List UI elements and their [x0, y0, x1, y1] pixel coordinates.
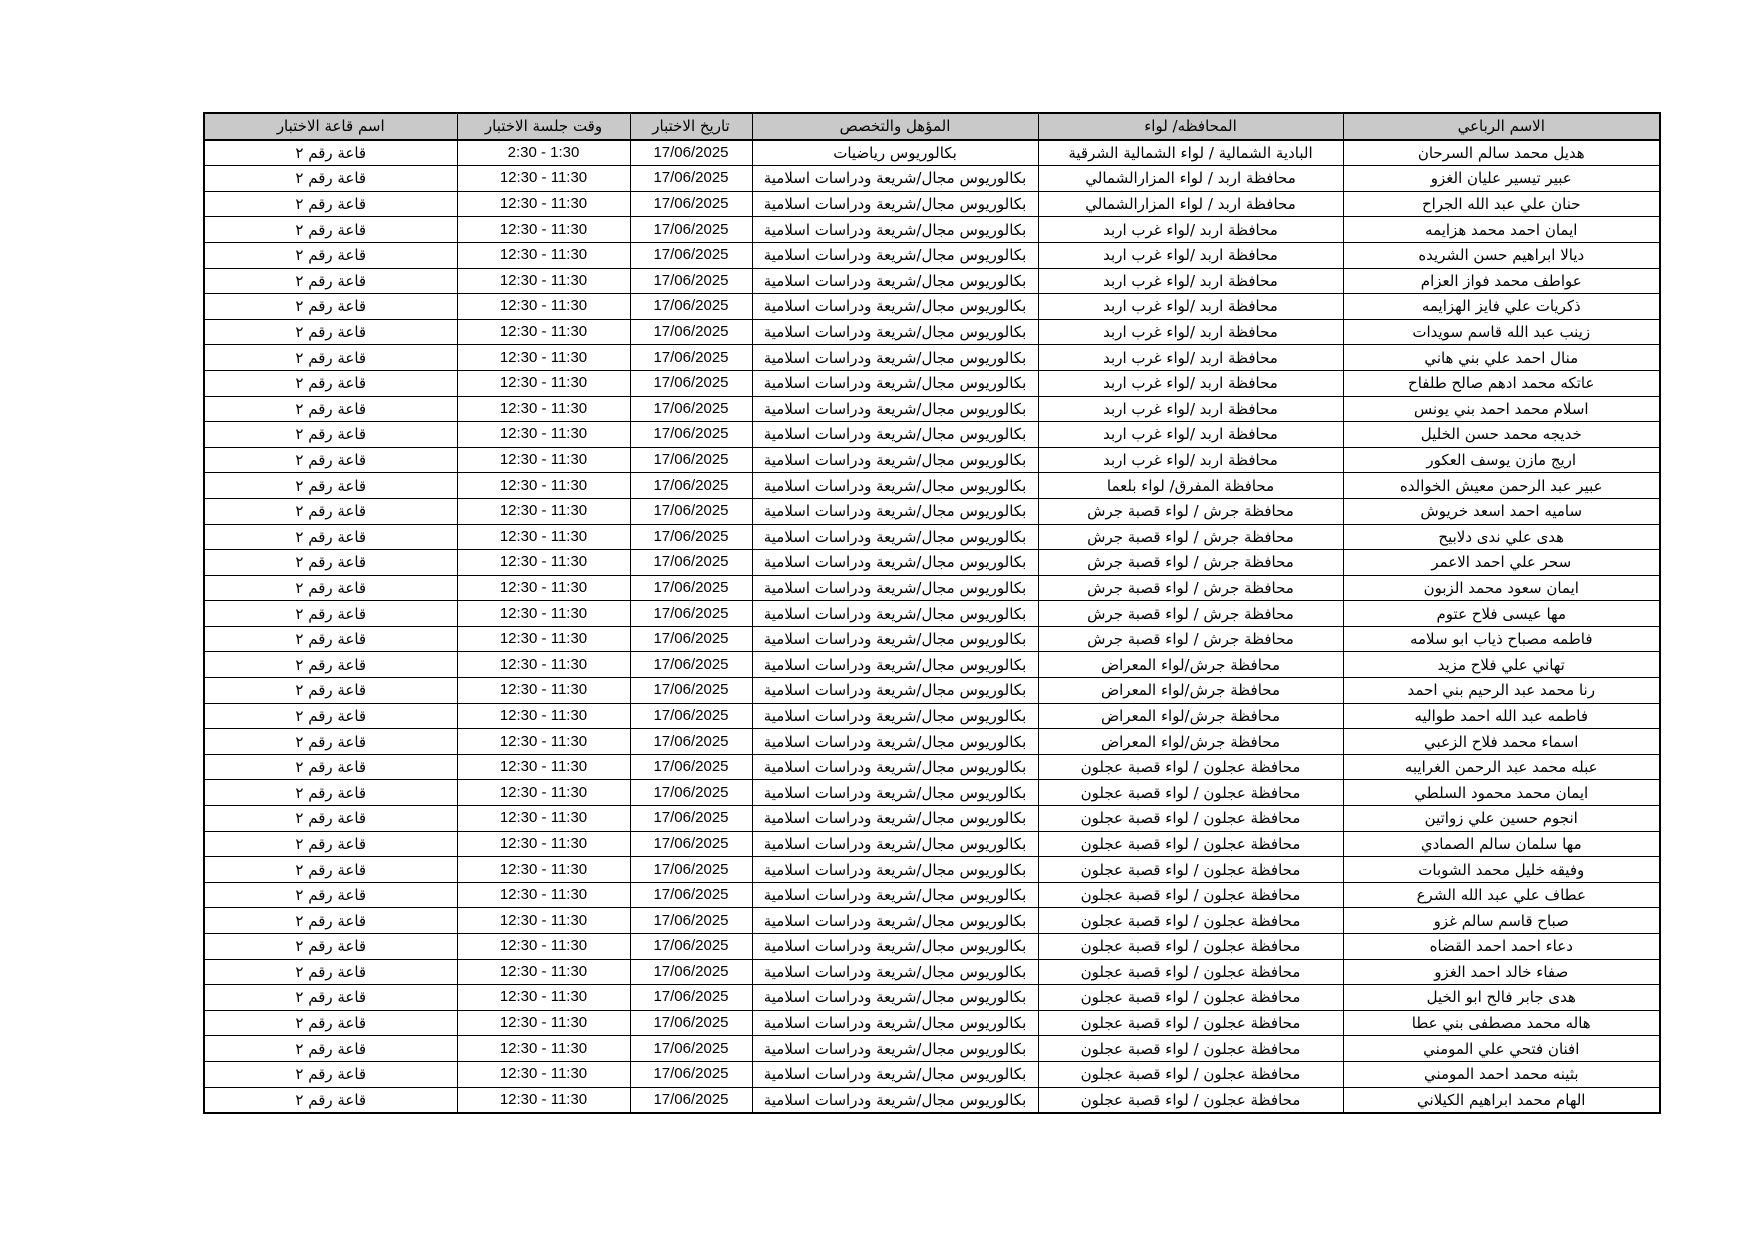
table-row: [204, 447, 1660, 473]
cell-governorate: محافظة جرش/لواء المعراض: [1038, 703, 1343, 729]
cell-governorate: البادية الشمالية / لواء الشمالية الشرقية: [1038, 140, 1343, 166]
cell-full-name: ديالا ابراهيم حسن الشريده: [1343, 242, 1660, 268]
table-row: [204, 550, 1660, 576]
cell-exam-room: قاعة رقم ٢: [204, 422, 457, 448]
cell-qualification: بكالوريوس مجال/شريعة ودراسات اسلامية: [752, 831, 1038, 857]
cell-full-name: زينب عبد الله قاسم سويدات: [1343, 319, 1660, 345]
cell-governorate: محافظة عجلون / لواء قصبة عجلون: [1038, 1087, 1343, 1113]
cell-exam-date: 17/06/2025: [630, 370, 752, 396]
cell-exam-room: قاعة رقم ٢: [204, 729, 457, 755]
table-row: [204, 370, 1660, 396]
cell-full-name: ذكريات علي فايز الهزايمه: [1343, 294, 1660, 320]
cell-exam-room: قاعة رقم ٢: [204, 166, 457, 192]
cell-exam-time: 11:30 - 12:30: [457, 601, 630, 627]
cell-qualification: بكالوريوس رياضيات: [752, 140, 1038, 166]
cell-exam-time: 11:30 - 12:30: [457, 319, 630, 345]
cell-qualification: بكالوريوس مجال/شريعة ودراسات اسلامية: [752, 1036, 1038, 1062]
cell-governorate: محافظة عجلون / لواء قصبة عجلون: [1038, 959, 1343, 985]
table-row: [204, 1010, 1660, 1036]
cell-exam-room: قاعة رقم ٢: [204, 294, 457, 320]
cell-governorate: محافظة عجلون / لواء قصبة عجلون: [1038, 1010, 1343, 1036]
cell-full-name: مها سلمان سالم الصمادي: [1343, 831, 1660, 857]
cell-exam-date: 17/06/2025: [630, 447, 752, 473]
cell-qualification: بكالوريوس مجال/شريعة ودراسات اسلامية: [752, 166, 1038, 192]
cell-full-name: تهاني علي فلاح مزيد: [1343, 652, 1660, 678]
cell-full-name: صفاء خالد احمد الغزو: [1343, 959, 1660, 985]
cell-exam-time: 11:30 - 12:30: [457, 191, 630, 217]
cell-full-name: ايمان سعود محمد الزبون: [1343, 575, 1660, 601]
cell-exam-room: قاعة رقم ٢: [204, 345, 457, 371]
cell-qualification: بكالوريوس مجال/شريعة ودراسات اسلامية: [752, 1010, 1038, 1036]
cell-exam-time: 1:30 - 2:30: [457, 140, 630, 166]
table-row: [204, 601, 1660, 627]
cell-governorate: محافظة اربد /لواء غرب اربد: [1038, 319, 1343, 345]
cell-exam-time: 11:30 - 12:30: [457, 550, 630, 576]
cell-full-name: هدى جابر فالح ابو الخيل: [1343, 985, 1660, 1011]
cell-exam-time: 11:30 - 12:30: [457, 729, 630, 755]
cell-full-name: دعاء احمد احمد القضاه: [1343, 934, 1660, 960]
table-row: [204, 422, 1660, 448]
cell-exam-date: 17/06/2025: [630, 422, 752, 448]
cell-governorate: محافظة جرش/لواء المعراض: [1038, 652, 1343, 678]
table-row: [204, 1087, 1660, 1113]
cell-qualification: بكالوريوس مجال/شريعة ودراسات اسلامية: [752, 934, 1038, 960]
cell-exam-room: قاعة رقم ٢: [204, 780, 457, 806]
cell-exam-room: قاعة رقم ٢: [204, 1061, 457, 1087]
cell-qualification: بكالوريوس مجال/شريعة ودراسات اسلامية: [752, 191, 1038, 217]
cell-full-name: مها عيسى فلاح عتوم: [1343, 601, 1660, 627]
table-row: [204, 294, 1660, 320]
cell-exam-time: 11:30 - 12:30: [457, 959, 630, 985]
cell-governorate: محافظة عجلون / لواء قصبة عجلون: [1038, 1036, 1343, 1062]
cell-exam-room: قاعة رقم ٢: [204, 550, 457, 576]
cell-qualification: بكالوريوس مجال/شريعة ودراسات اسلامية: [752, 959, 1038, 985]
cell-exam-time: 11:30 - 12:30: [457, 934, 630, 960]
cell-exam-time: 11:30 - 12:30: [457, 652, 630, 678]
cell-exam-time: 11:30 - 12:30: [457, 345, 630, 371]
cell-governorate: محافظة اربد /لواء غرب اربد: [1038, 447, 1343, 473]
cell-exam-room: قاعة رقم ٢: [204, 1010, 457, 1036]
cell-full-name: سحر علي احمد الاعمر: [1343, 550, 1660, 576]
header-qualification: المؤهل والتخصص: [752, 113, 1038, 140]
cell-qualification: بكالوريوس مجال/شريعة ودراسات اسلامية: [752, 882, 1038, 908]
cell-exam-date: 17/06/2025: [630, 959, 752, 985]
cell-exam-date: 17/06/2025: [630, 550, 752, 576]
table-row: [204, 345, 1660, 371]
cell-exam-room: قاعة رقم ٢: [204, 217, 457, 243]
table-row: [204, 217, 1660, 243]
cell-governorate: محافظة المفرق/ لواء بلعما: [1038, 473, 1343, 499]
cell-qualification: بكالوريوس مجال/شريعة ودراسات اسلامية: [752, 806, 1038, 832]
cell-qualification: بكالوريوس مجال/شريعة ودراسات اسلامية: [752, 908, 1038, 934]
cell-full-name: افنان فتحي علي المومني: [1343, 1036, 1660, 1062]
cell-full-name: رنا محمد عبد الرحيم بني احمد: [1343, 678, 1660, 704]
cell-exam-room: قاعة رقم ٢: [204, 473, 457, 499]
table-row: [204, 652, 1660, 678]
cell-governorate: محافظة عجلون / لواء قصبة عجلون: [1038, 882, 1343, 908]
cell-exam-time: 11:30 - 12:30: [457, 294, 630, 320]
table-row: [204, 806, 1660, 832]
cell-full-name: منال احمد علي بني هاني: [1343, 345, 1660, 371]
cell-qualification: بكالوريوس مجال/شريعة ودراسات اسلامية: [752, 857, 1038, 883]
cell-exam-room: قاعة رقم ٢: [204, 754, 457, 780]
header-exam-date: تاريخ الاختبار: [630, 113, 752, 140]
cell-exam-room: قاعة رقم ٢: [204, 319, 457, 345]
cell-exam-date: 17/06/2025: [630, 498, 752, 524]
cell-exam-date: 17/06/2025: [630, 703, 752, 729]
cell-governorate: محافظة اربد /لواء غرب اربد: [1038, 217, 1343, 243]
cell-exam-date: 17/06/2025: [630, 345, 752, 371]
cell-governorate: محافظة جرش / لواء قصبة جرش: [1038, 575, 1343, 601]
cell-qualification: بكالوريوس مجال/شريعة ودراسات اسلامية: [752, 498, 1038, 524]
table-row: [204, 473, 1660, 499]
table-row: [204, 498, 1660, 524]
cell-exam-time: 11:30 - 12:30: [457, 422, 630, 448]
cell-full-name: صباح قاسم سالم غزو: [1343, 908, 1660, 934]
cell-qualification: بكالوريوس مجال/شريعة ودراسات اسلامية: [752, 652, 1038, 678]
cell-exam-date: 17/06/2025: [630, 652, 752, 678]
cell-exam-date: 17/06/2025: [630, 729, 752, 755]
table-row: [204, 934, 1660, 960]
cell-qualification: بكالوريوس مجال/شريعة ودراسات اسلامية: [752, 370, 1038, 396]
cell-full-name: فاطمه عبد الله احمد طواليه: [1343, 703, 1660, 729]
cell-full-name: هاله محمد مصطفى بني عطا: [1343, 1010, 1660, 1036]
cell-full-name: ايمان احمد محمد هزايمه: [1343, 217, 1660, 243]
cell-exam-room: قاعة رقم ٢: [204, 447, 457, 473]
cell-exam-date: 17/06/2025: [630, 985, 752, 1011]
cell-exam-date: 17/06/2025: [630, 242, 752, 268]
cell-full-name: وفيقه خليل محمد الشوبات: [1343, 857, 1660, 883]
cell-exam-time: 11:30 - 12:30: [457, 524, 630, 550]
header-exam-room: اسم قاعة الاختبار: [204, 113, 457, 140]
cell-exam-date: 17/06/2025: [630, 396, 752, 422]
cell-exam-time: 11:30 - 12:30: [457, 908, 630, 934]
cell-exam-room: قاعة رقم ٢: [204, 959, 457, 985]
cell-governorate: محافظة جرش / لواء قصبة جرش: [1038, 550, 1343, 576]
cell-exam-room: قاعة رقم ٢: [204, 498, 457, 524]
cell-qualification: بكالوريوس مجال/شريعة ودراسات اسلامية: [752, 780, 1038, 806]
cell-exam-room: قاعة رقم ٢: [204, 806, 457, 832]
cell-exam-date: 17/06/2025: [630, 166, 752, 192]
cell-exam-room: قاعة رقم ٢: [204, 1036, 457, 1062]
cell-exam-date: 17/06/2025: [630, 831, 752, 857]
table-row: [204, 1036, 1660, 1062]
cell-qualification: بكالوريوس مجال/شريعة ودراسات اسلامية: [752, 319, 1038, 345]
cell-exam-time: 11:30 - 12:30: [457, 1087, 630, 1113]
cell-full-name: عاتكه محمد ادهم صالح طلفاح: [1343, 370, 1660, 396]
table-row: [204, 857, 1660, 883]
cell-exam-date: 17/06/2025: [630, 882, 752, 908]
cell-exam-room: قاعة رقم ٢: [204, 831, 457, 857]
header-exam-time: وقت جلسة الاختبار: [457, 113, 630, 140]
cell-governorate: محافظة اربد / لواء المزارالشمالي: [1038, 191, 1343, 217]
cell-exam-time: 11:30 - 12:30: [457, 780, 630, 806]
cell-governorate: محافظة عجلون / لواء قصبة عجلون: [1038, 857, 1343, 883]
table-header: [204, 113, 1660, 140]
cell-exam-date: 17/06/2025: [630, 908, 752, 934]
table-row: [204, 191, 1660, 217]
cell-exam-room: قاعة رقم ٢: [204, 575, 457, 601]
cell-full-name: عواطف محمد فواز العزام: [1343, 268, 1660, 294]
cell-qualification: بكالوريوس مجال/شريعة ودراسات اسلامية: [752, 396, 1038, 422]
cell-exam-date: 17/06/2025: [630, 524, 752, 550]
cell-exam-date: 17/06/2025: [630, 1087, 752, 1113]
table-body: [204, 140, 1660, 1114]
cell-qualification: بكالوريوس مجال/شريعة ودراسات اسلامية: [752, 473, 1038, 499]
cell-qualification: بكالوريوس مجال/شريعة ودراسات اسلامية: [752, 422, 1038, 448]
cell-exam-time: 11:30 - 12:30: [457, 678, 630, 704]
exam-schedule-sheet: [203, 112, 1659, 1114]
cell-qualification: بكالوريوس مجال/شريعة ودراسات اسلامية: [752, 575, 1038, 601]
cell-exam-date: 17/06/2025: [630, 1010, 752, 1036]
cell-exam-time: 11:30 - 12:30: [457, 575, 630, 601]
cell-qualification: بكالوريوس مجال/شريعة ودراسات اسلامية: [752, 550, 1038, 576]
cell-qualification: بكالوريوس مجال/شريعة ودراسات اسلامية: [752, 217, 1038, 243]
cell-governorate: محافظة جرش / لواء قصبة جرش: [1038, 601, 1343, 627]
cell-exam-date: 17/06/2025: [630, 780, 752, 806]
cell-governorate: محافظة جرش/لواء المعراض: [1038, 729, 1343, 755]
header-full-name: الاسم الرباعي: [1343, 113, 1660, 140]
cell-exam-date: 17/06/2025: [630, 217, 752, 243]
cell-exam-date: 17/06/2025: [630, 294, 752, 320]
cell-exam-room: قاعة رقم ٢: [204, 985, 457, 1011]
cell-exam-date: 17/06/2025: [630, 626, 752, 652]
exam-schedule-table: [203, 112, 1661, 1114]
cell-full-name: بثينه محمد احمد المومني: [1343, 1061, 1660, 1087]
cell-exam-time: 11:30 - 12:30: [457, 268, 630, 294]
cell-exam-time: 11:30 - 12:30: [457, 498, 630, 524]
table-row: [204, 166, 1660, 192]
table-row: [204, 882, 1660, 908]
header-row: [204, 113, 1660, 140]
cell-exam-date: 17/06/2025: [630, 806, 752, 832]
cell-governorate: محافظة عجلون / لواء قصبة عجلون: [1038, 780, 1343, 806]
cell-qualification: بكالوريوس مجال/شريعة ودراسات اسلامية: [752, 524, 1038, 550]
header-governorate: المحافظه/ لواء: [1038, 113, 1343, 140]
cell-governorate: محافظة اربد /لواء غرب اربد: [1038, 294, 1343, 320]
cell-exam-time: 11:30 - 12:30: [457, 1010, 630, 1036]
cell-exam-room: قاعة رقم ٢: [204, 524, 457, 550]
cell-exam-time: 11:30 - 12:30: [457, 1036, 630, 1062]
cell-governorate: محافظة جرش / لواء قصبة جرش: [1038, 498, 1343, 524]
table-row: [204, 242, 1660, 268]
cell-exam-time: 11:30 - 12:30: [457, 447, 630, 473]
cell-governorate: محافظة جرش/لواء المعراض: [1038, 678, 1343, 704]
cell-exam-room: قاعة رقم ٢: [204, 370, 457, 396]
cell-exam-date: 17/06/2025: [630, 575, 752, 601]
cell-full-name: اسلام محمد احمد بني يونس: [1343, 396, 1660, 422]
cell-qualification: بكالوريوس مجال/شريعة ودراسات اسلامية: [752, 294, 1038, 320]
cell-exam-time: 11:30 - 12:30: [457, 370, 630, 396]
table-row: [204, 703, 1660, 729]
table-row: [204, 678, 1660, 704]
cell-exam-time: 11:30 - 12:30: [457, 985, 630, 1011]
cell-exam-room: قاعة رقم ٢: [204, 857, 457, 883]
cell-full-name: هدى علي ندى دلابيح: [1343, 524, 1660, 550]
cell-exam-time: 11:30 - 12:30: [457, 396, 630, 422]
cell-exam-time: 11:30 - 12:30: [457, 1061, 630, 1087]
cell-governorate: محافظة اربد /لواء غرب اربد: [1038, 396, 1343, 422]
cell-governorate: محافظة عجلون / لواء قصبة عجلون: [1038, 754, 1343, 780]
cell-governorate: محافظة عجلون / لواء قصبة عجلون: [1038, 831, 1343, 857]
table-row: [204, 985, 1660, 1011]
cell-exam-time: 11:30 - 12:30: [457, 806, 630, 832]
cell-exam-room: قاعة رقم ٢: [204, 396, 457, 422]
cell-qualification: بكالوريوس مجال/شريعة ودراسات اسلامية: [752, 729, 1038, 755]
cell-qualification: بكالوريوس مجال/شريعة ودراسات اسلامية: [752, 242, 1038, 268]
cell-exam-date: 17/06/2025: [630, 1061, 752, 1087]
cell-governorate: محافظة اربد /لواء غرب اربد: [1038, 268, 1343, 294]
cell-qualification: بكالوريوس مجال/شريعة ودراسات اسلامية: [752, 447, 1038, 473]
cell-exam-date: 17/06/2025: [630, 319, 752, 345]
cell-exam-date: 17/06/2025: [630, 934, 752, 960]
cell-exam-date: 17/06/2025: [630, 601, 752, 627]
cell-full-name: ايمان محمد محمود السلطي: [1343, 780, 1660, 806]
cell-exam-room: قاعة رقم ٢: [204, 1087, 457, 1113]
table-row: [204, 524, 1660, 550]
cell-exam-room: قاعة رقم ٢: [204, 882, 457, 908]
table-row: [204, 780, 1660, 806]
cell-governorate: محافظة اربد /لواء غرب اربد: [1038, 242, 1343, 268]
cell-governorate: محافظة جرش / لواء قصبة جرش: [1038, 524, 1343, 550]
cell-qualification: بكالوريوس مجال/شريعة ودراسات اسلامية: [752, 754, 1038, 780]
table-row: [204, 754, 1660, 780]
cell-qualification: بكالوريوس مجال/شريعة ودراسات اسلامية: [752, 626, 1038, 652]
cell-full-name: عبله محمد عبد الرحمن الغرايبه: [1343, 754, 1660, 780]
cell-qualification: بكالوريوس مجال/شريعة ودراسات اسلامية: [752, 345, 1038, 371]
cell-full-name: عطاف علي عبد الله الشرع: [1343, 882, 1660, 908]
cell-full-name: الهام محمد ابراهيم الكيلاني: [1343, 1087, 1660, 1113]
table-row: [204, 575, 1660, 601]
table-row: [204, 319, 1660, 345]
table-row: [204, 831, 1660, 857]
cell-governorate: محافظة جرش / لواء قصبة جرش: [1038, 626, 1343, 652]
cell-exam-date: 17/06/2025: [630, 268, 752, 294]
table-row: [204, 268, 1660, 294]
table-row: [204, 140, 1660, 166]
cell-qualification: بكالوريوس مجال/شريعة ودراسات اسلامية: [752, 601, 1038, 627]
cell-exam-time: 11:30 - 12:30: [457, 473, 630, 499]
cell-exam-time: 11:30 - 12:30: [457, 754, 630, 780]
cell-exam-room: قاعة رقم ٢: [204, 242, 457, 268]
cell-governorate: محافظة عجلون / لواء قصبة عجلون: [1038, 1061, 1343, 1087]
cell-qualification: بكالوريوس مجال/شريعة ودراسات اسلامية: [752, 985, 1038, 1011]
table-row: [204, 959, 1660, 985]
cell-qualification: بكالوريوس مجال/شريعة ودراسات اسلامية: [752, 1061, 1038, 1087]
cell-governorate: محافظة عجلون / لواء قصبة عجلون: [1038, 985, 1343, 1011]
table-row: [204, 1061, 1660, 1087]
cell-governorate: محافظة عجلون / لواء قصبة عجلون: [1038, 806, 1343, 832]
cell-full-name: فاطمه مصباح ذياب ابو سلامه: [1343, 626, 1660, 652]
cell-exam-room: قاعة رقم ٢: [204, 268, 457, 294]
table-row: [204, 626, 1660, 652]
cell-governorate: محافظة اربد / لواء المزارالشمالي: [1038, 166, 1343, 192]
cell-exam-date: 17/06/2025: [630, 678, 752, 704]
cell-governorate: محافظة عجلون / لواء قصبة عجلون: [1038, 934, 1343, 960]
cell-exam-time: 11:30 - 12:30: [457, 242, 630, 268]
cell-exam-date: 17/06/2025: [630, 857, 752, 883]
cell-exam-time: 11:30 - 12:30: [457, 166, 630, 192]
cell-exam-room: قاعة رقم ٢: [204, 626, 457, 652]
cell-full-name: عبير تيسير عليان الغزو: [1343, 166, 1660, 192]
table-row: [204, 908, 1660, 934]
cell-exam-room: قاعة رقم ٢: [204, 140, 457, 166]
cell-full-name: اريج مازن يوسف العكور: [1343, 447, 1660, 473]
cell-full-name: خديجه محمد حسن الخليل: [1343, 422, 1660, 448]
cell-qualification: بكالوريوس مجال/شريعة ودراسات اسلامية: [752, 703, 1038, 729]
cell-exam-time: 11:30 - 12:30: [457, 857, 630, 883]
cell-exam-time: 11:30 - 12:30: [457, 217, 630, 243]
cell-exam-time: 11:30 - 12:30: [457, 831, 630, 857]
cell-governorate: محافظة اربد /لواء غرب اربد: [1038, 370, 1343, 396]
cell-exam-time: 11:30 - 12:30: [457, 626, 630, 652]
cell-exam-room: قاعة رقم ٢: [204, 678, 457, 704]
cell-qualification: بكالوريوس مجال/شريعة ودراسات اسلامية: [752, 268, 1038, 294]
cell-qualification: بكالوريوس مجال/شريعة ودراسات اسلامية: [752, 1087, 1038, 1113]
cell-governorate: محافظة اربد /لواء غرب اربد: [1038, 422, 1343, 448]
table-row: [204, 729, 1660, 755]
cell-qualification: بكالوريوس مجال/شريعة ودراسات اسلامية: [752, 678, 1038, 704]
cell-full-name: اسماء محمد فلاح الزعبي: [1343, 729, 1660, 755]
cell-full-name: انجوم حسين علي زواتين: [1343, 806, 1660, 832]
cell-exam-room: قاعة رقم ٢: [204, 652, 457, 678]
cell-exam-time: 11:30 - 12:30: [457, 703, 630, 729]
cell-exam-room: قاعة رقم ٢: [204, 934, 457, 960]
cell-governorate: محافظة عجلون / لواء قصبة عجلون: [1038, 908, 1343, 934]
cell-exam-time: 11:30 - 12:30: [457, 882, 630, 908]
cell-full-name: عبير عبد الرحمن معيش الخوالده: [1343, 473, 1660, 499]
cell-governorate: محافظة اربد /لواء غرب اربد: [1038, 345, 1343, 371]
cell-exam-date: 17/06/2025: [630, 1036, 752, 1062]
table-row: [204, 396, 1660, 422]
cell-exam-room: قاعة رقم ٢: [204, 908, 457, 934]
cell-exam-room: قاعة رقم ٢: [204, 191, 457, 217]
cell-full-name: ساميه احمد اسعد خريوش: [1343, 498, 1660, 524]
cell-exam-date: 17/06/2025: [630, 191, 752, 217]
cell-exam-date: 17/06/2025: [630, 754, 752, 780]
cell-exam-room: قاعة رقم ٢: [204, 601, 457, 627]
cell-exam-room: قاعة رقم ٢: [204, 703, 457, 729]
cell-full-name: حنان علي عبد الله الجراح: [1343, 191, 1660, 217]
cell-full-name: هديل محمد سالم السرحان: [1343, 140, 1660, 166]
cell-exam-date: 17/06/2025: [630, 140, 752, 166]
cell-exam-date: 17/06/2025: [630, 473, 752, 499]
